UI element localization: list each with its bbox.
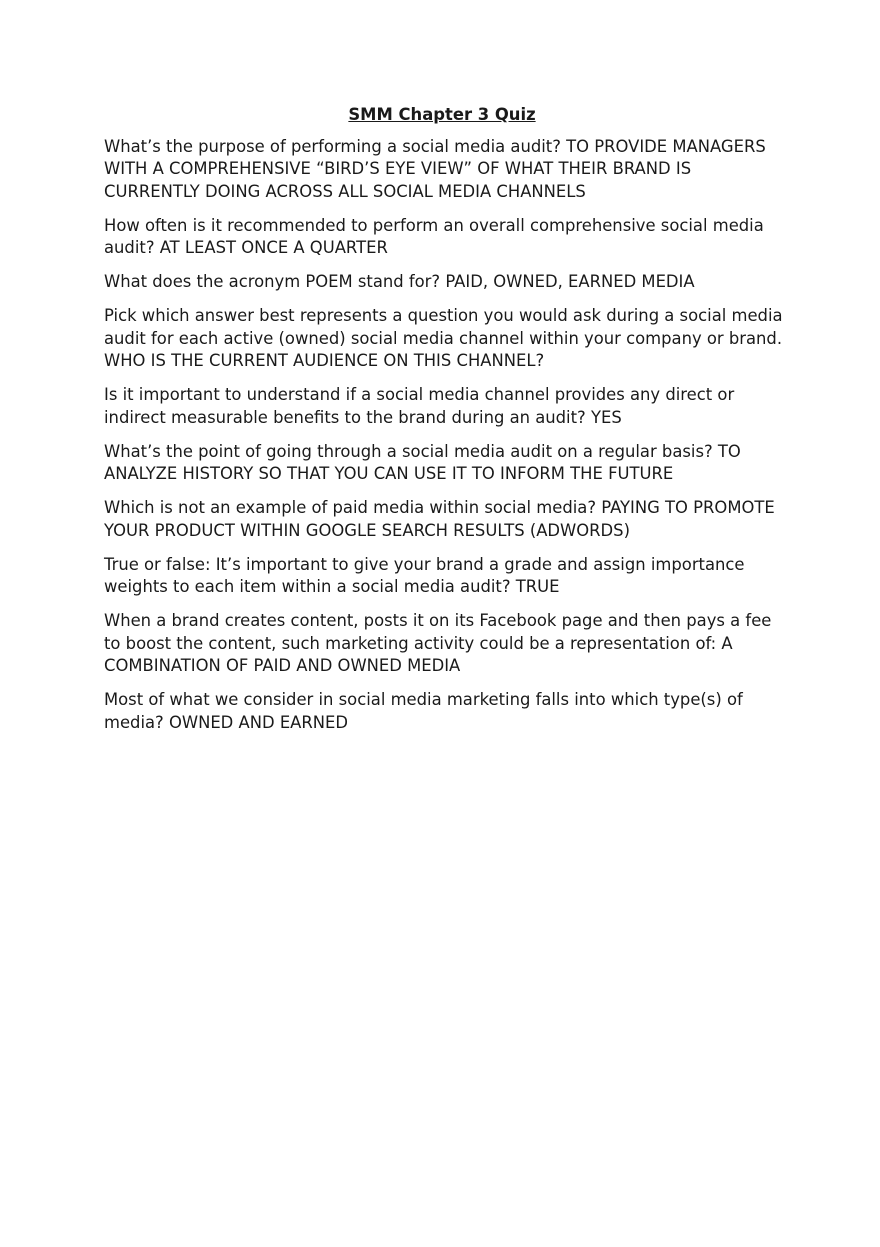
document-title: SMM Chapter 3 Quiz — [348, 105, 536, 124]
quiz-item-1: What’s the purpose of performing a social media audit? TO PROVIDE MANAGERS WITH A COMPREHENSIVE “BIRD’S EYE VIEW” OF WHAT THEIR BRAND IS CURRENTLY DOING ACROSS ALL SOCIAL MEDIA CHANNELS — [104, 136, 766, 201]
quiz-item-2: How often is it recommended to perform an overall comprehensive social media audit? AT LEAST ONCE A QUARTER — [104, 215, 764, 257]
quiz-item-5: Is it important to understand if a social media channel provides any direct or indirect measurable benefits to the brand during an audit? YES — [104, 385, 735, 427]
quiz-item-6: What’s the point of going through a social media audit on a regular basis? TO ANALYZE HISTORY SO THAT YOU CAN USE IT TO INFORM THE FUTURE — [104, 441, 741, 483]
document-body — [104, 104, 784, 746]
quiz-item-3: What does the acronym POEM stand for? PAID, OWNED, EARNED MEDIA — [104, 272, 695, 291]
quiz-item-4: Pick which answer best represents a question you would ask during a social media audit for each active (owned) social media channel within your company or brand. WHO IS THE CURRENT AUDIENCE ON THIS CHANNEL? — [104, 306, 783, 370]
quiz-item-8: True or false: It’s important to give your brand a grade and assign importance weights to each item within a social media audit? TRUE — [104, 554, 745, 596]
quiz-item-10: Most of what we consider in social media marketing falls into which type(s) of media? OWNED AND EARNED — [104, 690, 743, 732]
quiz-item-7: Which is not an example of paid media within social media? PAYING TO PROMOTE YOUR PRODUCT WITHIN GOOGLE SEARCH RESULTS (ADWORDS) — [104, 498, 775, 540]
quiz-item-9: When a brand creates content, posts it on its Facebook page and then pays a fee to boost the content, such marketing activity could be a representation of: A COMBINATION OF PAID AND OWNED MEDIA — [104, 611, 772, 675]
